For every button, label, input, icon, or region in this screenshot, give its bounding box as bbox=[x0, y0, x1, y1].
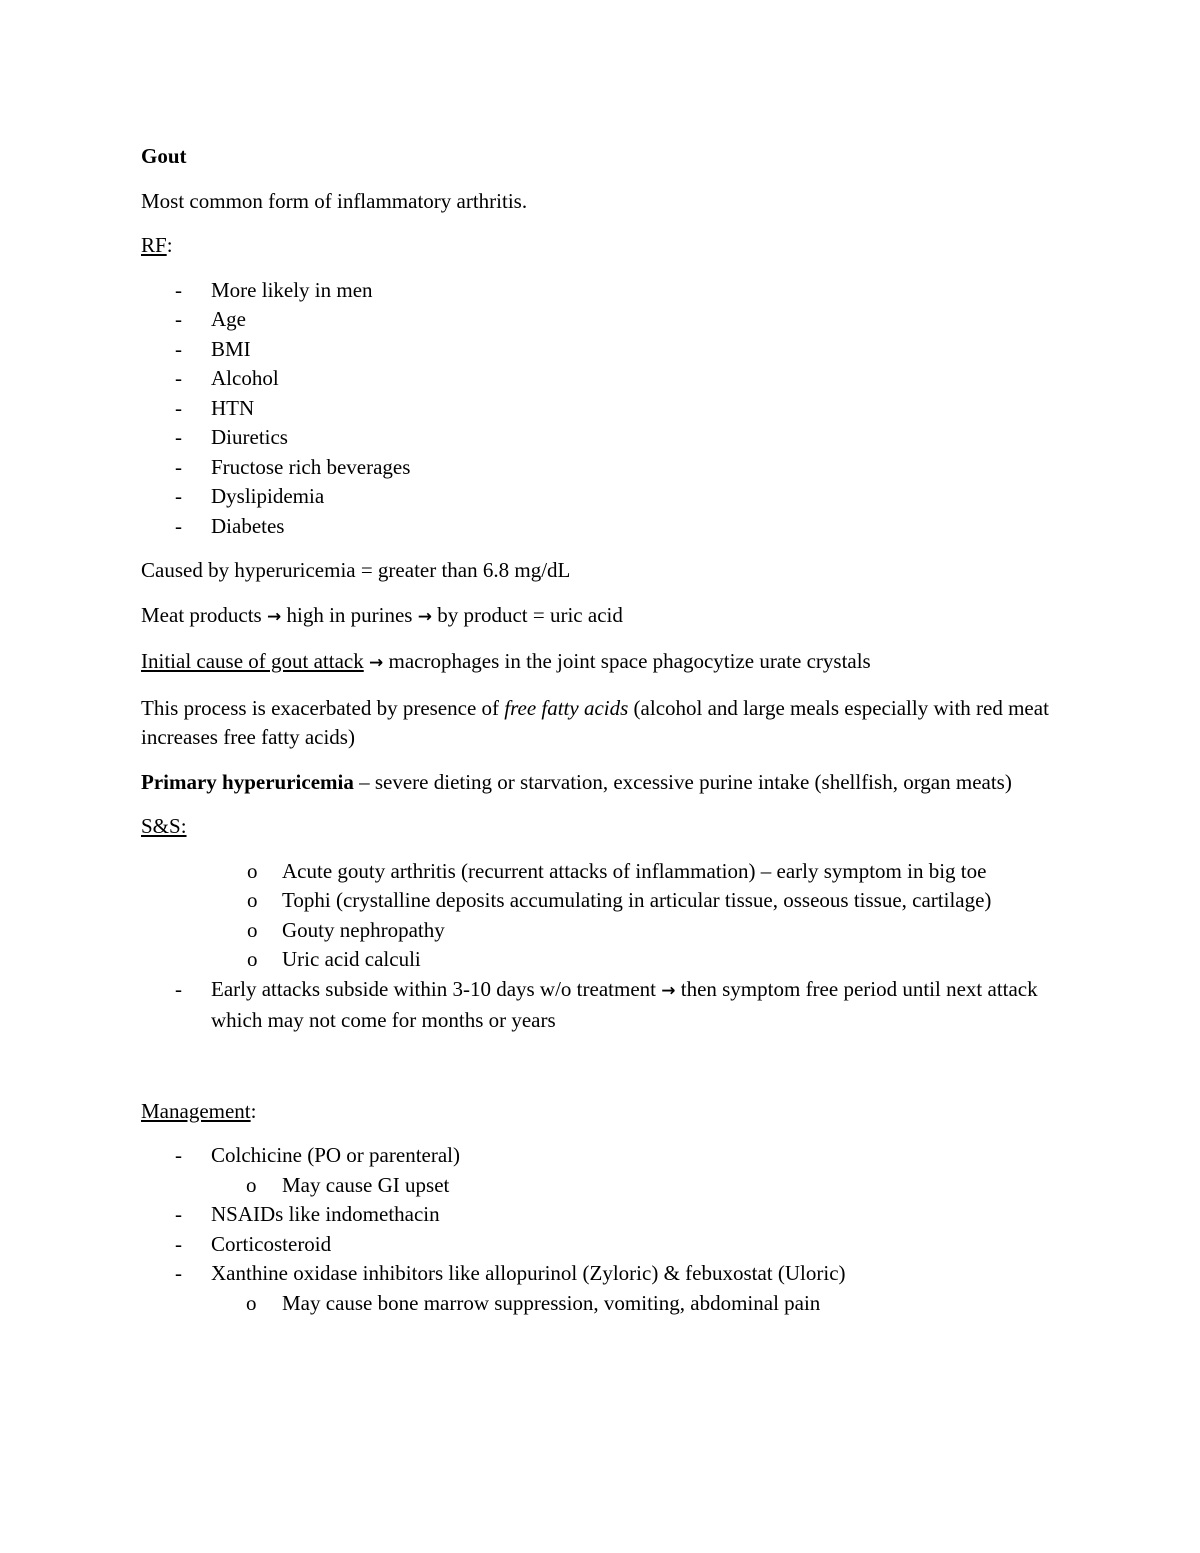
dash-marker: - bbox=[175, 513, 182, 538]
list-item bbox=[141, 512, 1061, 542]
list-item-text: Diuretics bbox=[211, 425, 288, 449]
circle-bullet-marker: o bbox=[247, 917, 258, 942]
list-item bbox=[141, 1200, 1061, 1230]
sub-list bbox=[211, 1289, 1061, 1319]
arrow-right-icon: → bbox=[417, 606, 432, 627]
list-item-text: Dyslipidemia bbox=[211, 484, 325, 508]
list-item-text: Alcohol bbox=[211, 366, 279, 390]
dash-marker: - bbox=[175, 976, 182, 1001]
list-item-text: Tophi (crystalline deposits accumulating in articular tissue, osseous tissue, cartilage) bbox=[282, 888, 992, 912]
ss-heading bbox=[141, 812, 1061, 842]
meat-text-1: Meat products bbox=[141, 602, 267, 627]
list-item bbox=[141, 276, 1061, 306]
arrow-right-icon: → bbox=[661, 980, 676, 1001]
caused-by-text: Caused by hyperuricemia = greater than 6.8 mg/dL bbox=[141, 558, 571, 582]
circle-bullet-marker: o bbox=[246, 1172, 257, 1197]
circle-bullet-marker: o bbox=[247, 947, 258, 971]
signs-symptoms-list bbox=[141, 857, 1061, 1036]
list-item bbox=[141, 453, 1061, 483]
process-text-2: (alcohol and large meals especially with red meat increases free fatty acids) bbox=[141, 695, 1049, 749]
list-item-text: Uric acid calculi bbox=[282, 947, 421, 971]
list-item-text: Acute gouty arthritis (recurrent attacks of inflammation) – early symptom in big toe bbox=[282, 858, 987, 883]
dash-marker: - bbox=[175, 454, 182, 479]
early-attacks-text-1: Early attacks subside within 3-10 days w/o treatment bbox=[211, 976, 662, 1001]
list-item bbox=[141, 364, 1061, 394]
dash-marker: - bbox=[175, 425, 182, 449]
list-item-text: May cause bone marrow suppression, vomiting, abdominal pain bbox=[282, 1290, 821, 1315]
management-list bbox=[141, 1141, 1061, 1318]
arrow-right-icon: → bbox=[369, 653, 384, 673]
dash-marker: - bbox=[175, 1143, 182, 1167]
dash-marker: - bbox=[175, 1261, 182, 1285]
list-item bbox=[141, 1230, 1061, 1260]
dash-marker: - bbox=[175, 484, 182, 508]
list-item-text: Gouty nephropathy bbox=[282, 917, 445, 942]
circle-bullet-marker: o bbox=[246, 1290, 257, 1315]
list-item-text: Fructose rich beverages bbox=[211, 454, 411, 479]
list-item bbox=[141, 886, 1061, 916]
circle-bullet-marker: o bbox=[247, 858, 258, 883]
list-item-text: Age bbox=[211, 307, 246, 331]
dash-marker: - bbox=[175, 307, 182, 331]
dash-marker: - bbox=[175, 1202, 182, 1226]
list-item bbox=[141, 394, 1061, 424]
process-text-1: This process is exacerbated by presence of bbox=[141, 695, 505, 720]
arrow-right-icon: → bbox=[266, 606, 282, 627]
primary-hyperuricemia-text bbox=[141, 768, 1061, 798]
list-item-text: May cause GI upset bbox=[282, 1172, 450, 1197]
dash-marker: - bbox=[175, 1231, 182, 1256]
list-item bbox=[141, 335, 1061, 365]
list-item-text: More likely in men bbox=[211, 277, 373, 302]
list-item bbox=[141, 305, 1061, 335]
list-item bbox=[141, 857, 1061, 887]
sub-list bbox=[211, 1171, 1061, 1201]
process-italic: free fatty acids bbox=[504, 695, 629, 720]
management-heading-label: Management bbox=[141, 1098, 251, 1123]
document-body bbox=[141, 142, 1061, 1318]
early-attacks-text-2: then symptom free period until next attack which may not come for months or years bbox=[211, 976, 1038, 1032]
dash-marker: - bbox=[175, 336, 182, 361]
list-item bbox=[211, 1171, 1061, 1201]
dash-marker: - bbox=[175, 366, 182, 390]
dash-marker: - bbox=[175, 395, 182, 420]
list-item-text: Colchicine (PO or parenteral) bbox=[211, 1143, 460, 1167]
rf-heading bbox=[141, 231, 1061, 261]
initial-cause-body: macrophages in the joint space phagocytize urate crystals bbox=[383, 649, 871, 673]
list-item-text: BMI bbox=[211, 336, 251, 361]
initial-cause-label: Initial cause of gout attack bbox=[141, 649, 364, 673]
meat-text-2: high in purines bbox=[281, 602, 418, 627]
list-item bbox=[211, 1289, 1061, 1319]
list-item bbox=[141, 423, 1061, 453]
list-item bbox=[141, 916, 1061, 946]
list-item-text: Corticosteroid bbox=[211, 1231, 332, 1256]
page-title: Gout bbox=[141, 144, 187, 168]
list-item-text: HTN bbox=[211, 395, 255, 420]
list-item-text: NSAIDs like indomethacin bbox=[211, 1202, 440, 1226]
primary-body: – severe dieting or starvation, excessive purine intake (shellfish, organ meats) bbox=[353, 769, 1012, 794]
list-item bbox=[141, 975, 1061, 1036]
list-item-text: Xanthine oxidase inhibitors like allopurinol (Zyloric) & febuxostat (Uloric) bbox=[211, 1261, 846, 1285]
management-heading bbox=[141, 1097, 1061, 1127]
list-item bbox=[141, 482, 1061, 512]
list-item bbox=[141, 1141, 1061, 1200]
meat-products-text bbox=[141, 601, 1061, 633]
list-item bbox=[141, 1259, 1061, 1318]
primary-label: Primary hyperuricemia bbox=[141, 769, 354, 794]
circle-bullet-marker: o bbox=[247, 888, 258, 912]
dash-marker: - bbox=[175, 277, 182, 302]
rf-heading-label: RF bbox=[141, 233, 167, 257]
list-item bbox=[141, 945, 1061, 975]
ss-heading-label: S&S: bbox=[141, 814, 187, 838]
risk-factor-list bbox=[141, 276, 1061, 542]
process-text bbox=[141, 694, 1061, 753]
rf-heading-colon: : bbox=[166, 233, 173, 257]
list-item-text: Diabetes bbox=[211, 513, 285, 538]
management-heading-colon: : bbox=[250, 1098, 257, 1123]
intro-text: Most common form of inflammatory arthritis. bbox=[141, 188, 528, 213]
meat-text-3: by product = uric acid bbox=[431, 602, 623, 627]
initial-cause-text bbox=[141, 647, 1061, 679]
